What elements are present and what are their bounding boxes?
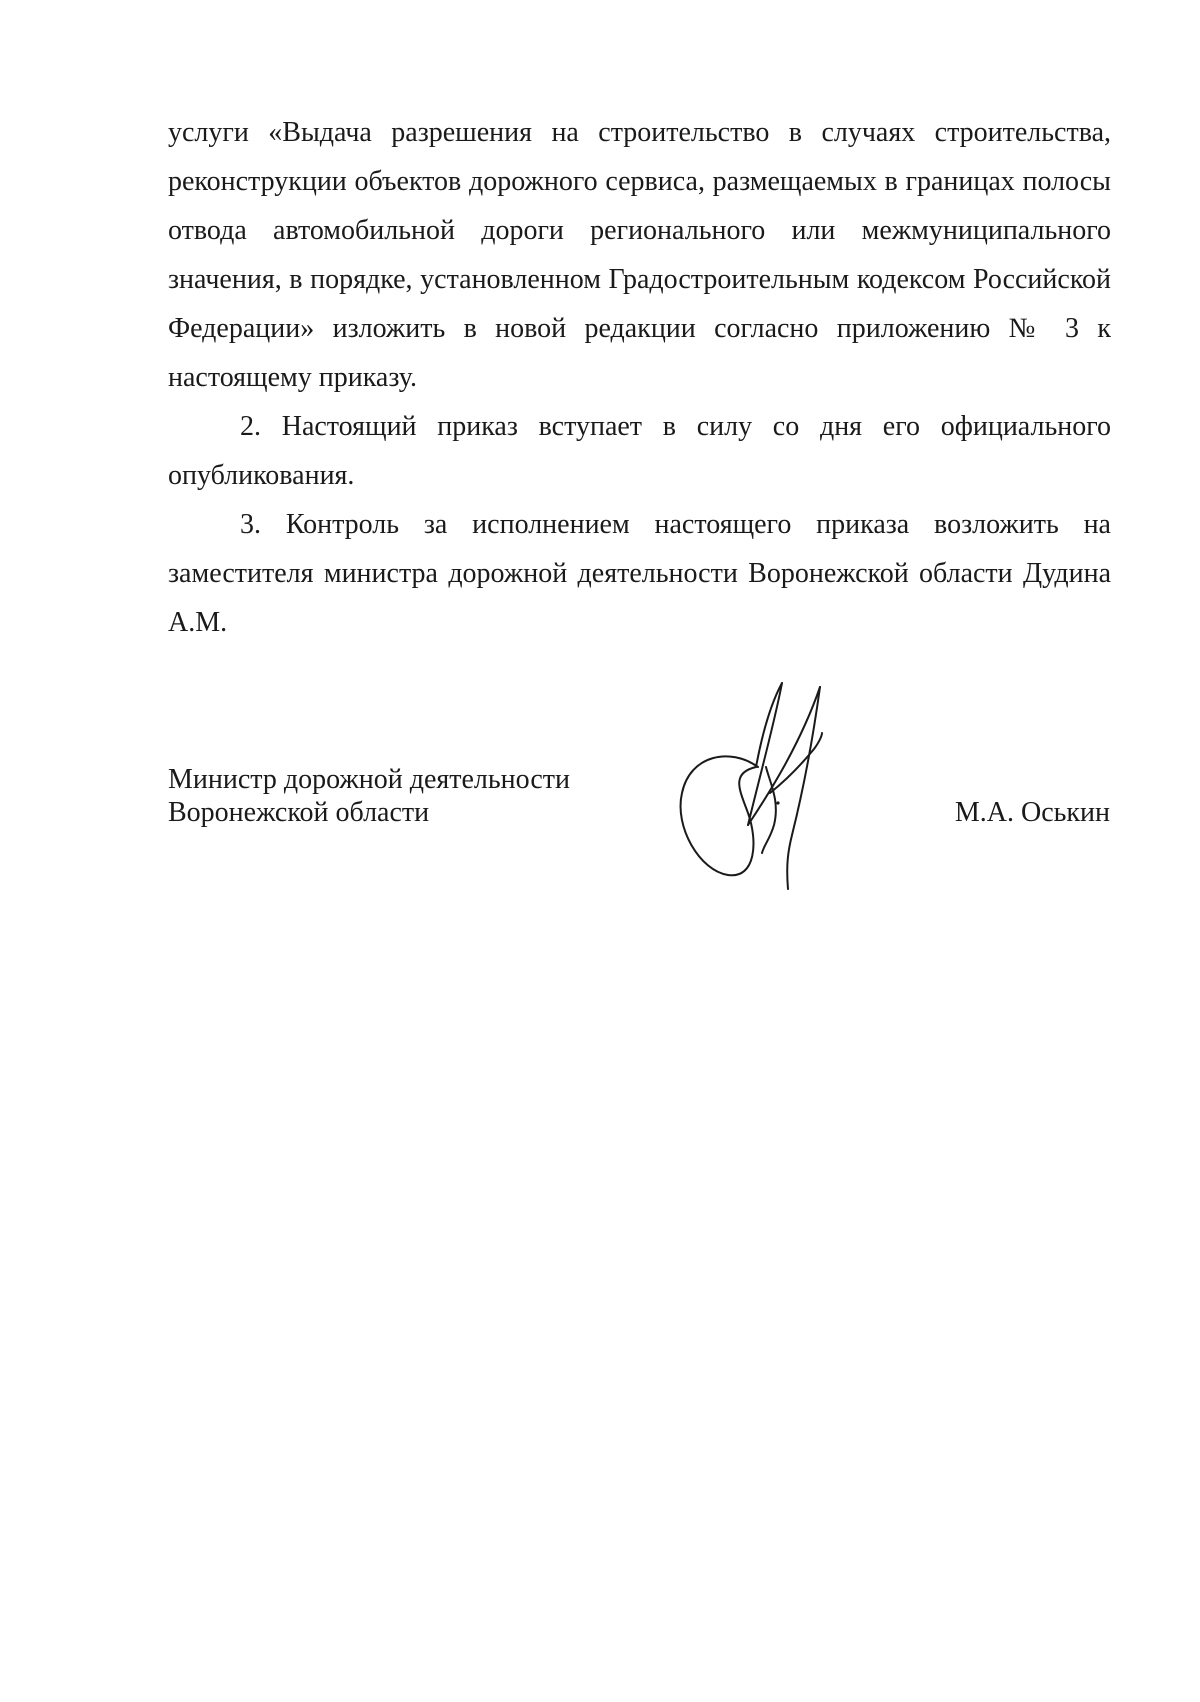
handwritten-signature-icon [670,675,870,890]
document-body [168,108,1111,647]
signer-position [168,763,570,829]
signer-position-line-2: Воронежской области [168,797,430,828]
paragraph-item-2: 2. Настоящий приказ вступает в силу со дня его официального опубликования. [168,411,1111,491]
paragraph-continuation: услуги «Выдача разрешения на строительство в случаях строительства, реконструкции объектов дорожного сервиса, размещаемых в границах полосы отвода автомобильной дороги регионального или межмуниципального значения, в порядке, установленном Градостроительным кодексом Российской Федерации» изложить в новой редакции согласно приложению № 3 к настоящему приказу. [168,117,1111,393]
paragraph-item-3: 3. Контроль за исполнением настоящего приказа возложить на заместителя министра дорожной деятельности Воронежской области Дудина А.М. [168,509,1111,638]
signer-position-line-1: Министр дорожной деятельности [168,764,571,795]
signer-name: М.А. Оськин [954,797,1110,828]
